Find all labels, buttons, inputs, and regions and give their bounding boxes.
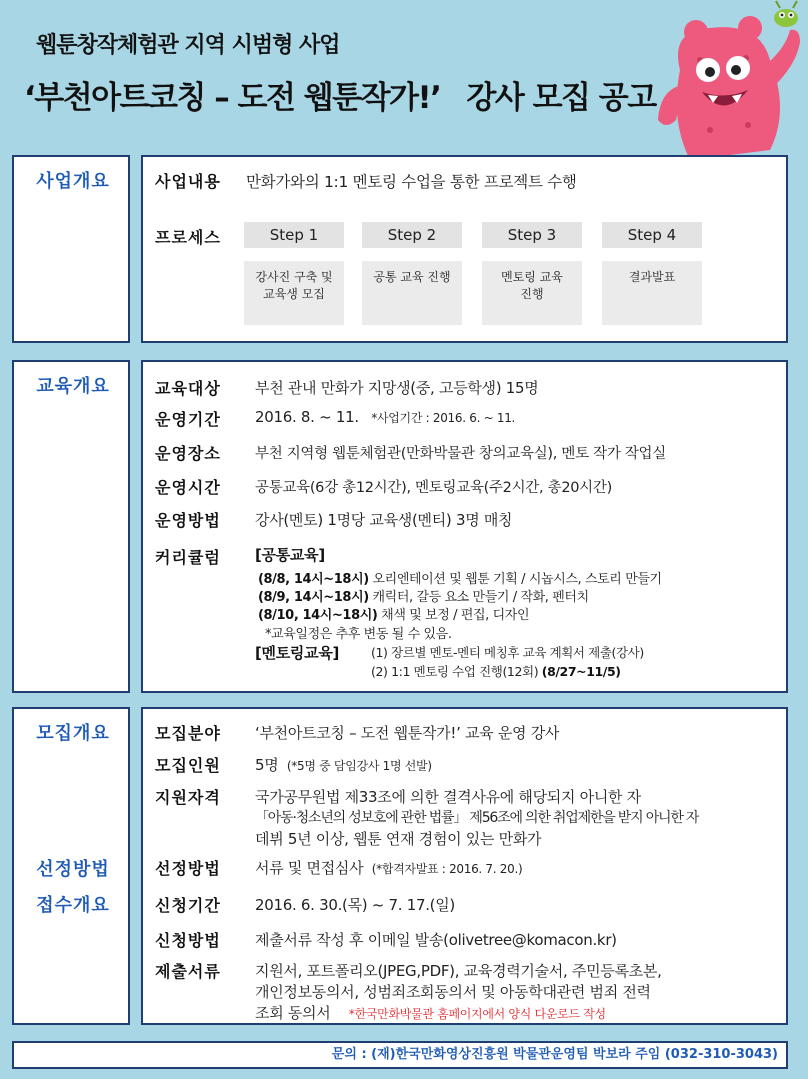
recruit-label-box xyxy=(12,707,130,1025)
recruit-row-value: 제출서류 작성 후 이메일 발송(olivetree@komacon.kr) xyxy=(255,931,617,949)
header-subtitle: 웹툰창작체험관 지역 시범형 사업 xyxy=(36,33,340,58)
documents-key: 제출서류 xyxy=(155,962,221,981)
content-value: 만화가와의 1:1 멘토링 수업을 통한 프로젝트 수행 xyxy=(246,173,577,191)
common-item xyxy=(258,586,589,605)
common-note: *교육일정은 추후 변동 될 수 있음. xyxy=(265,627,452,642)
recruit-row-value: ‘부천아트코칭 – 도전 웹툰작가!’ 교육 운영 강사 xyxy=(255,724,560,742)
edu-row-key: 운영장소 xyxy=(155,444,221,463)
mentor-title: [멘토링교육] xyxy=(255,644,340,662)
qualification-line: 국가공무원법 제33조에 의한 결격사유에 해당되지 아니한 자 xyxy=(255,788,641,806)
recruit-row-value xyxy=(255,857,522,878)
documents-line-3: 조회 동의서 xyxy=(255,1004,331,1022)
step-1-desc xyxy=(244,261,344,325)
header-title xyxy=(24,72,656,117)
contact-footer: 문의 : (재)한국만화영상진흥원 박물관운영팀 박보라 주임 (032-310-3043) xyxy=(12,1041,788,1069)
step-1-label: Step 1 xyxy=(244,222,344,248)
qualification-line: 데뷔 5년 이상, 웹툰 연재 경험이 있는 만화가 xyxy=(255,830,542,848)
documents-note: *한국만화박물관 홈페이지에서 양식 다운로드 작성 xyxy=(348,1007,606,1021)
process-key: 프로세스 xyxy=(155,228,221,247)
common-item-what: 오리엔테이션 및 웹툰 기획 / 시놉시스, 스토리 만들기 xyxy=(372,572,662,587)
edu-row-key: 운영기간 xyxy=(155,410,221,429)
recruit-row-key: 신청기간 xyxy=(155,896,221,915)
overview-label-box xyxy=(12,155,130,343)
recruit-label: 모집개요 xyxy=(36,723,110,744)
common-item-what: 채색 및 보정 / 편집, 디자인 xyxy=(381,608,530,623)
recruit-row-key: 모집인원 xyxy=(155,756,221,775)
step-1-desc-line2: 교육생 모집 xyxy=(263,287,325,301)
recruit-content-box xyxy=(141,707,788,1025)
edu-row-value: 부천 관내 만화가 지망생(중, 고등학생) 15명 xyxy=(255,379,539,397)
qualification-line: 「아동·청소년의 성보호에 관한 법률」 제56조에 의한 취업제한을 받지 아니한 자 xyxy=(255,810,699,826)
education-label: 교육개요 xyxy=(36,376,110,397)
overview-label: 사업개요 xyxy=(36,171,110,192)
step-1-desc-line1: 강사진 구축 및 xyxy=(255,270,333,284)
documents-line: 개인정보동의서, 성범죄조회동의서 및 아동학대관련 범죄 전력 xyxy=(255,983,651,1001)
recruit-count-note: (*5명 중 담임강사 1명 선발) xyxy=(286,759,432,773)
mentor-item-2-date: (8/27~11/5) xyxy=(541,664,621,679)
selection-note: (*합격자발표 : 2016. 7. 20.) xyxy=(371,862,523,876)
mentor-item-1: (1) 장르별 멘토-멘티 메칭후 교육 계획서 제출(강사) xyxy=(371,645,644,660)
mascot-character-icon xyxy=(650,0,808,165)
edu-row-value: 공통교육(6강 총12시간), 멘토링교육(주2시간, 총20시간) xyxy=(255,480,612,496)
recruit-row-key: 신청방법 xyxy=(155,931,221,950)
title-suffix: 강사 모집 공고 xyxy=(466,80,656,116)
recruit-row-value xyxy=(255,754,432,775)
common-item xyxy=(258,604,529,623)
common-item-when: (8/10, 14시~18시) xyxy=(258,608,378,623)
education-label-box xyxy=(12,360,130,693)
edu-row-key: 교육대상 xyxy=(155,379,221,398)
common-title: [공통교육] xyxy=(255,546,325,564)
content-key: 사업내용 xyxy=(155,172,221,191)
edu-period: 2016. 8. ~ 11. xyxy=(255,408,359,426)
edu-row-value: 부천 지역형 웹툰체험관(만화박물관 창의교육실), 멘토 작가 작업실 xyxy=(255,446,666,462)
step-3-label: Step 3 xyxy=(482,222,582,248)
documents-line: 지원서, 포트폴리오(JPEG,PDF), 교육경력기술서, 주민등록초본, xyxy=(255,962,662,980)
green-bug-icon xyxy=(774,1,798,27)
recruit-row-value: 2016. 6. 30.(목) ~ 7. 17.(일) xyxy=(255,896,455,914)
step-3-desc-line1: 멘토링 교육 xyxy=(501,270,563,284)
recruit-count: 5명 xyxy=(255,756,279,774)
step-4-label: Step 4 xyxy=(602,222,702,248)
recruit-row-key: 선정방법 xyxy=(155,859,221,878)
step-3-desc xyxy=(482,261,582,325)
step-2-label: Step 2 xyxy=(362,222,462,248)
documents-line xyxy=(255,1002,606,1023)
edu-row-value xyxy=(255,408,515,426)
title-main: ‘부천아트코칭 – 도전 웹툰작가!’ xyxy=(24,80,441,116)
step-2-desc xyxy=(362,261,462,325)
education-content-box xyxy=(141,360,788,693)
step-4-desc-line1: 결과발표 xyxy=(628,270,676,284)
edu-row-value: 강사(멘토) 1명당 교육생(멘티) 3명 매칭 xyxy=(255,511,513,529)
mentor-item-2-text: (2) 1:1 멘토링 수업 진행(12회) xyxy=(371,664,539,679)
selection-label: 선정방법 xyxy=(36,859,110,880)
application-label: 접수개요 xyxy=(36,895,110,916)
edu-period-note: *사업기간 : 2016. 6. ~ 11. xyxy=(371,411,516,425)
qualification-key: 지원자격 xyxy=(155,788,221,807)
step-4-desc xyxy=(602,261,702,325)
mentor-item-2 xyxy=(371,662,621,680)
overview-content-box xyxy=(141,155,788,343)
recruit-row-key: 모집분야 xyxy=(155,724,221,743)
edu-row-key: 운영시간 xyxy=(155,478,221,497)
common-item-when: (8/9, 14시~18시) xyxy=(258,590,369,605)
step-2-desc-line1: 공통 교육 진행 xyxy=(373,270,451,284)
curriculum-key: 커리큘럼 xyxy=(155,548,221,567)
common-item-what: 캐릭터, 갈등 요소 만들기 / 작화, 펜터치 xyxy=(372,590,589,605)
selection-method: 서류 및 면접심사 xyxy=(255,859,364,877)
common-item xyxy=(258,568,662,587)
common-item-when: (8/8, 14시~18시) xyxy=(258,572,369,587)
step-3-desc-line2: 진행 xyxy=(520,287,544,301)
edu-row-key: 운영방법 xyxy=(155,511,221,530)
